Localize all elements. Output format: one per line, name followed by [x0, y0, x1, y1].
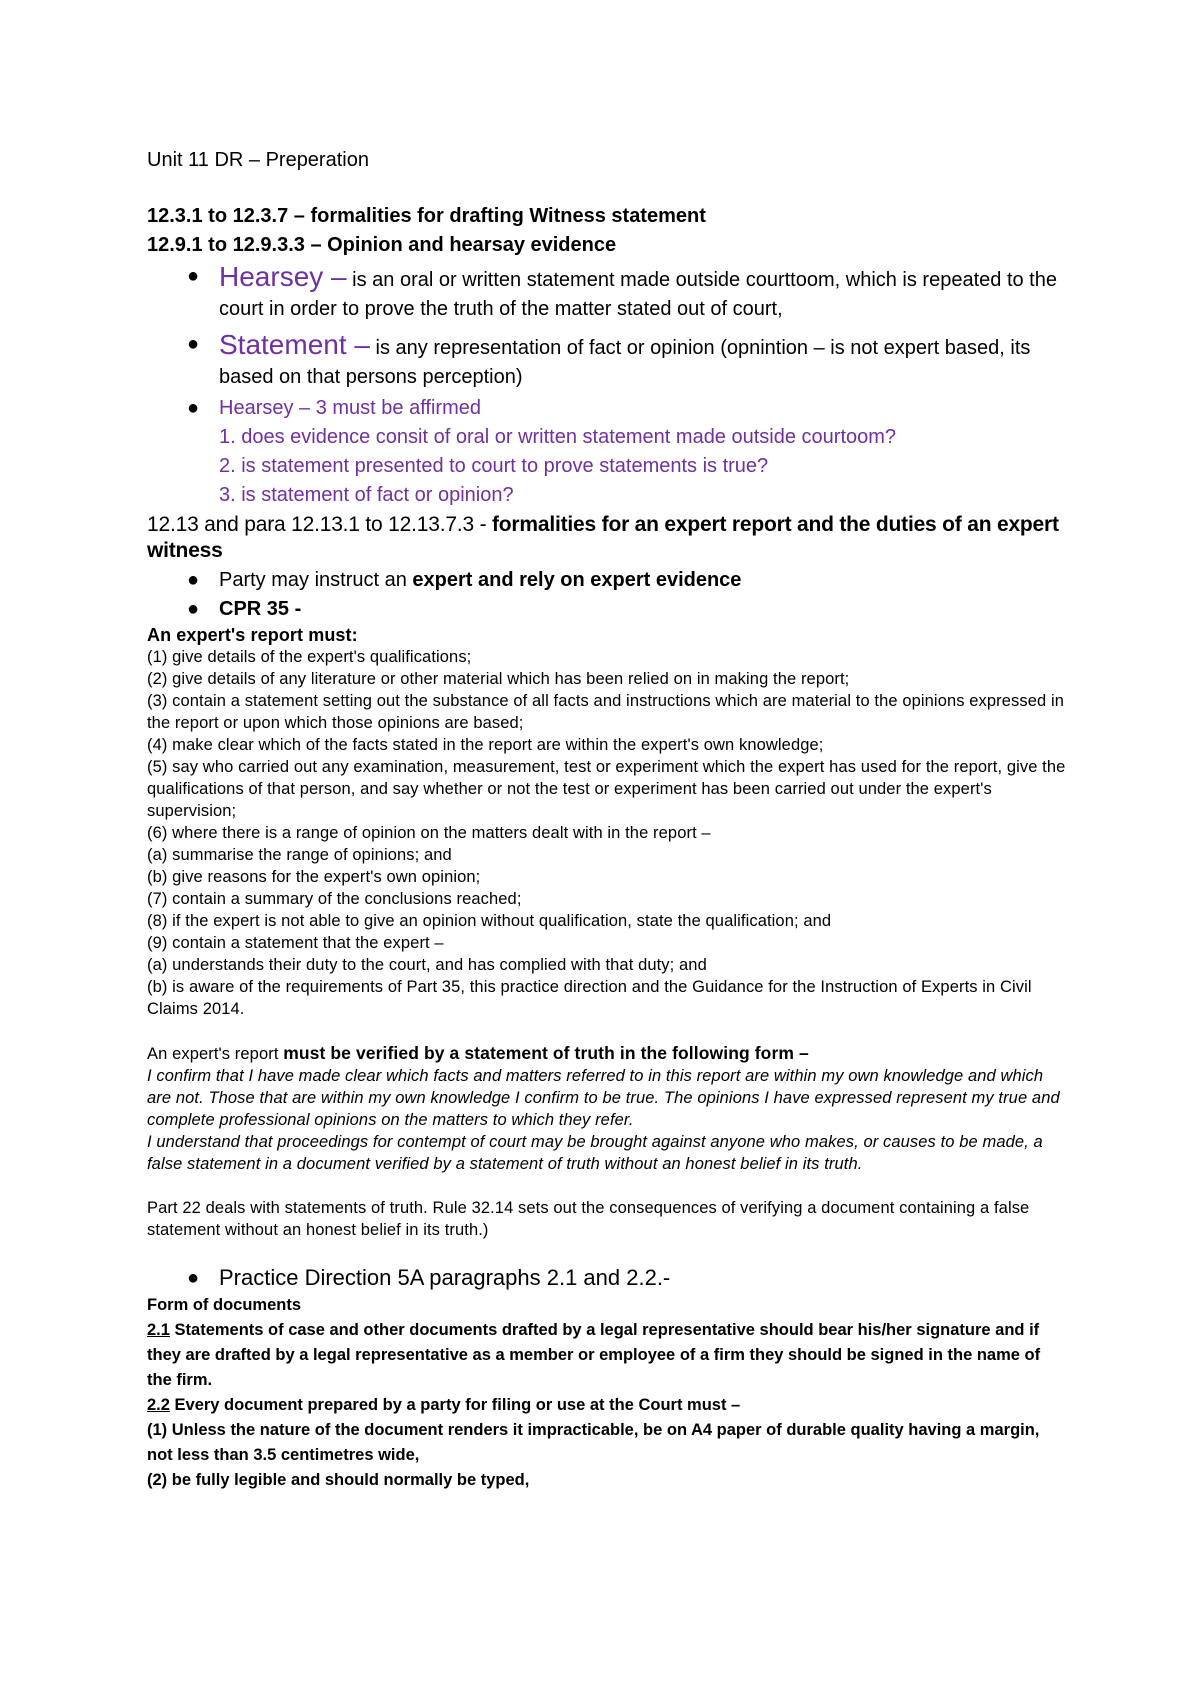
- bullet-party-instruct: [147, 566, 1067, 595]
- bullet-hearsey: [147, 262, 1067, 324]
- practice-direction-label: Practice Direction 5A paragraphs 2.1 and 2.2.-: [219, 1265, 671, 1290]
- report-item: (8) if the expert is not able to give an opinion without qualification, state the qualification; and: [147, 912, 832, 930]
- hearsey-test-2: 2. is statement presented to court to prove statements is true?: [219, 455, 769, 477]
- bullet-dot: ●: [187, 333, 200, 355]
- section-heading-hearsay: 12.9.1 to 12.9.3.3 – Opinion and hearsay evidence: [147, 234, 617, 256]
- bullet-dot: ●: [187, 397, 200, 419]
- para-2-1-text: Statements of case and other documents drafted by a legal representative should bear his/her signature and if they are drafted by a legal representative as a member or employee of a firm they should be signed in the name of the firm.: [147, 1321, 1041, 1389]
- report-item: (4) make clear which of the facts stated in the report are within the expert's own knowledge;: [147, 736, 824, 754]
- para-2-2-item-2: (2) be fully legible and should normally be typed,: [147, 1471, 530, 1489]
- report-item: (9) contain a statement that the expert –: [147, 934, 444, 952]
- report-item: (b) give reasons for the expert's own opinion;: [147, 868, 481, 886]
- report-item: (1) give details of the expert's qualifications;: [147, 648, 472, 666]
- cpr35-label: CPR 35 -: [219, 598, 302, 620]
- bullet-dot: ●: [187, 265, 200, 287]
- report-item: (2) give details of any literature or other material which has been relied on in making the report;: [147, 670, 850, 688]
- hearsey-test-heading: Hearsey – 3 must be affirmed: [219, 397, 481, 419]
- bullet-dot: ●: [187, 598, 200, 620]
- party-instruct-plain: Party may instruct an: [219, 569, 413, 591]
- hearsey-test-3: 3. is statement of fact or opinion?: [219, 484, 514, 506]
- para-2-2-item-1: (1) Unless the nature of the document renders it impracticable, be on A4 paper of durable quality having a margin, not less than 3.5 centimetres wide,: [147, 1421, 1040, 1464]
- report-item: (a) summarise the range of opinions; and: [147, 846, 452, 864]
- bullet-statement: [147, 330, 1067, 392]
- verify-bold: must be verified by a statement of truth in the following form –: [283, 1043, 809, 1063]
- party-instruct-bold: expert and rely on expert evidence: [412, 569, 742, 591]
- bullet-cpr35: [147, 595, 1067, 624]
- section-heading-witness: 12.3.1 to 12.3.7 – formalities for drafting Witness statement: [147, 205, 706, 227]
- def-statement: is any representation of fact or opinion (opnintion – is not expert based, its based on that persons perception): [219, 337, 1031, 388]
- statement-of-truth-contempt: I understand that proceedings for contempt of court may be brought against anyone who makes, or causes to be made, a false statement in a document verified by a statement of truth without an honest belief in its truth.: [147, 1133, 1043, 1173]
- report-heading: An expert's report must:: [147, 625, 358, 645]
- bullet-dot: ●: [187, 1267, 200, 1289]
- term-statement: Statement –: [219, 329, 370, 360]
- expert-heading-plain: 12.13 and para 12.13.1 to 12.13.7.3 -: [147, 513, 493, 536]
- para-2-1-number: 2.1: [147, 1321, 170, 1339]
- report-item: (7) contain a summary of the conclusions reached;: [147, 890, 522, 908]
- statement-of-truth: I confirm that I have made clear which facts and matters referred to in this report are within my own knowledge and which are not. Those that are within my own knowledge I confirm to be true. The opinions I have expressed represent my true and complete professional opinions on the matters to which they refer.: [147, 1067, 1060, 1129]
- report-item: (3) contain a statement setting out the substance of all facts and instructions which are material to the opinions expressed in the report or upon which those opinions are based;: [147, 692, 1065, 732]
- verify-paragraph: [147, 1042, 1067, 1065]
- report-item: (5) say who carried out any examination, measurement, test or experiment which the expert has used for the report, give the qualifications of that person, and say whether or not the test or experiment has been carried out under the expert's supervision;: [147, 758, 1066, 820]
- section-heading-expert: [147, 512, 1067, 564]
- form-of-documents-heading: Form of documents: [147, 1296, 302, 1314]
- document-body: [147, 146, 1067, 1493]
- bullet-hearsey-test: [147, 394, 1067, 510]
- hearsey-test-1: 1. does evidence consit of oral or written statement made outside courtoom?: [219, 426, 897, 448]
- para-2-2-text: Every document prepared by a party for filing or use at the Court must –: [169, 1396, 741, 1414]
- def-hearsey: is an oral or written statement made outside courttoom, which is repeated to the court in order to prove the truth of the matter stated out of court,: [219, 269, 1057, 320]
- expert-heading-bold: formalities for an expert report and the duties of an expert witness: [147, 513, 1059, 562]
- bullet-practice-direction: [147, 1263, 1067, 1293]
- para-2-2: [147, 1393, 1067, 1418]
- report-item: (b) is aware of the requirements of Part 35, this practice direction and the Guidance for the Instruction of Experts in Civil Claims 2014.: [147, 978, 1032, 1018]
- doc-title: Unit 11 DR – Preperation: [147, 149, 369, 171]
- para-2-1: [147, 1318, 1067, 1393]
- verify-plain: An expert's report: [147, 1045, 284, 1063]
- report-item: (a) understands their duty to the court, and has complied with that duty; and: [147, 956, 707, 974]
- part22-paragraph: Part 22 deals with statements of truth. Rule 32.14 sets out the consequences of verifying a document containing a false statement without an honest belief in its truth.): [147, 1199, 1030, 1239]
- report-requirements-list: [147, 646, 1067, 1020]
- report-item: (6) where there is a range of opinion on the matters dealt with in the report –: [147, 824, 711, 842]
- bullet-dot: ●: [187, 569, 200, 591]
- para-2-2-number: 2.2: [147, 1396, 170, 1414]
- term-hearsey: Hearsey –: [219, 261, 347, 292]
